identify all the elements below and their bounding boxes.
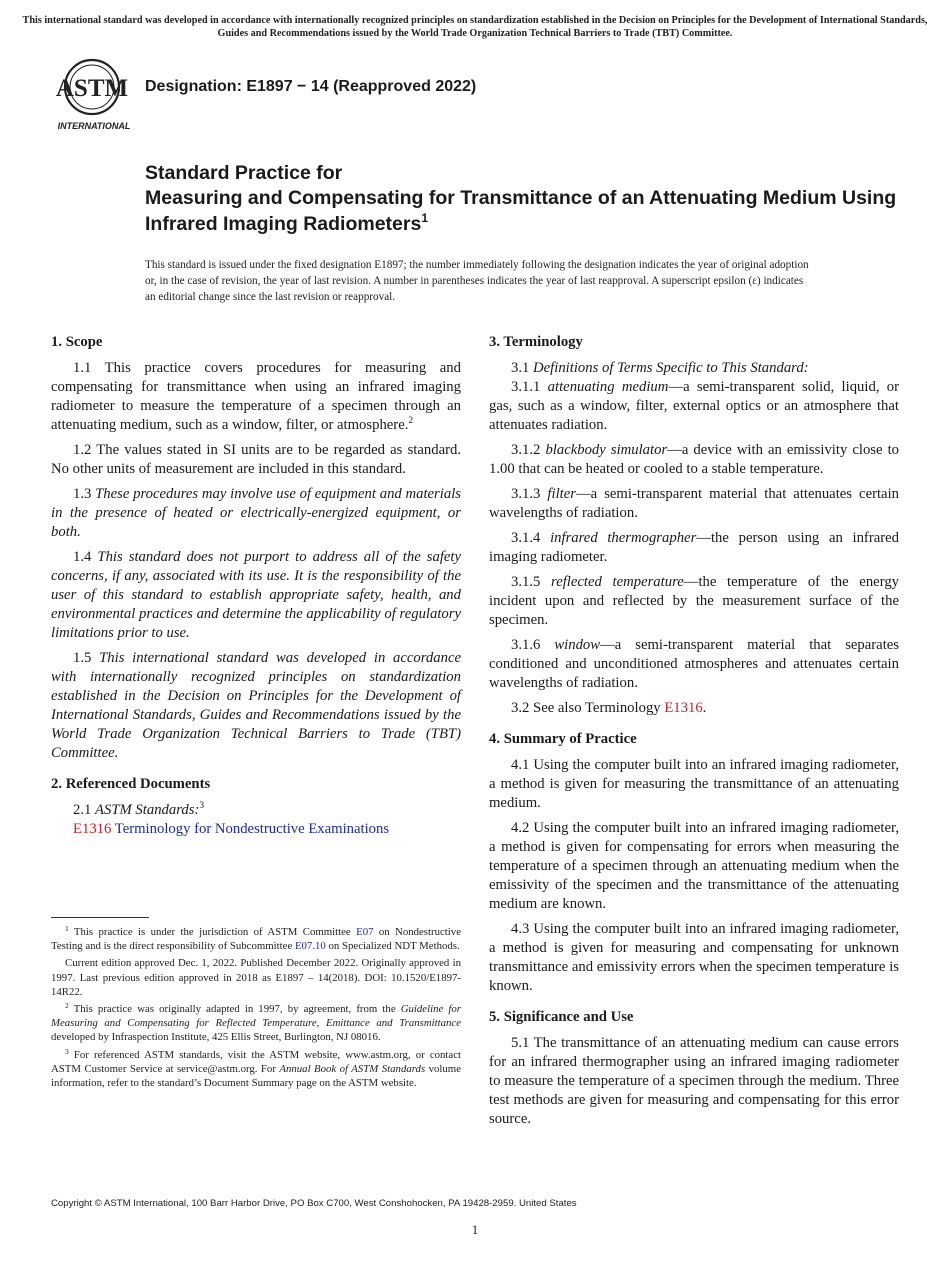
footnote-divider bbox=[51, 917, 149, 918]
footnote-edition: Current edition approved Dec. 1, 2022. Published December 2022. Originally approved in 1997. Last previous edition approved in 2018 as E1897 – 14(2018). DOI: 10.1520/E1897-14R22. bbox=[51, 957, 461, 998]
title-line-1: Standard Practice for bbox=[145, 162, 343, 184]
footnotes bbox=[51, 925, 461, 1093]
footnote-2: $^2$ This practice was originally adapted in 1997, by agreement, from the Guideline for Measuring and Compensating for Reflected Temperature, Emittance and Transmittance developed by Infraspection Institute, 425 Ellis Street, Burlington, NJ 08016. bbox=[51, 1001, 461, 1044]
astm-international-logo bbox=[52, 57, 134, 133]
section-heading-referenced-documents: 2. Referenced Documents bbox=[51, 776, 211, 792]
issued-under-statement: This standard is issued under the fixed designation E1897; the number immediately following the designation indicates the year of original adoption or, in the case of revision, the year of last revision. A number in parentheses indicates the year of last reapproval. A superscript epsilon (ε) indicates an editorial change since the last revision or reapproval. bbox=[145, 259, 809, 303]
term-3-1-2: 3.1.2 blackbody simulator—a device with an emissivity close to 1.00 that can be heated or cooled to a stable temperature. bbox=[489, 442, 900, 477]
section-heading-significance: 5. Significance and Use bbox=[489, 1009, 634, 1025]
para-1-5: 1.5 This international standard was developed in accordance with internationally recognized principles on standardization established in the Decision on Principles for the Development of International Standards, Guides and Recommendations issued by the World Trade Organization Technical Barriers to Trade (TBT) Committee. bbox=[51, 650, 462, 761]
copyright-notice: Copyright © ASTM International, 100 Barr Harbor Drive, PO Box C700, West Conshohocken, PA 19428-2959. United States bbox=[51, 1198, 577, 1209]
footnote-3: $^3$ For referenced ASTM standards, visit the ASTM website, www.astm.org, or contact ASTM Customer Service at service@astm.org. For Annual Book of ASTM Standards volume information, refer to the standard’s Document Summary page on the ASTM website. bbox=[51, 1046, 461, 1090]
ref-code-link[interactable]: E1316 bbox=[73, 821, 112, 837]
page-number: 1 bbox=[471, 1222, 479, 1237]
para-2-1: 2.1 ASTM Standards:$^3$ bbox=[73, 801, 205, 818]
para-4-1: 4.1 Using the computer built into an infrared imaging radiometer, a method is given for measuring the transmittance of an attenuating medium. bbox=[489, 757, 899, 811]
header-notice: This international standard was developed in accordance with internationally recognized principles on standardization established in the Decision on Principles for the Development of International Standards, Guides and Recommendations issued by the World Trade Organization Technical Barriers to Trade (TBT) Committee. bbox=[22, 15, 928, 39]
logo-letters: ASTM bbox=[55, 75, 129, 102]
title-line-2 bbox=[145, 185, 905, 237]
para-1-3: 1.3 These procedures may involve use of equipment and materials in the presence of heated or electrically-energized equipment, or both. bbox=[51, 486, 461, 540]
logo-text: INTERNATIONAL bbox=[57, 121, 131, 131]
para-1-4: 1.4 This standard does not purport to address all of the safety concerns, if any, associated with its use. It is the responsibility of the user of this standard to establish appropriate safety, health, and environmental practices and determine the applicability of regulatory limitations prior to use. bbox=[51, 549, 462, 641]
title-footnote-mark: 1 bbox=[421, 211, 429, 225]
title-main: Measuring and Compensating for Transmittance of an Attenuating Medium Using Infrared Imaging Radiometers bbox=[145, 187, 897, 235]
para-1-2: 1.2 The values stated in SI units are to be regarded as standard. No other units of measurement are included in this standard. bbox=[51, 442, 461, 477]
section-heading-summary: 4. Summary of Practice bbox=[489, 731, 637, 747]
para-5-1: 5.1 The transmittance of an attenuating medium can cause errors for an infrared thermographer using an infrared imaging radiometer to measure the temperature of a specimen through the medium. Three test methods are given for measuring and compensating for this error source. bbox=[489, 1035, 899, 1127]
ref-title-link[interactable]: Terminology for Nondestructive Examinations bbox=[114, 821, 390, 837]
right-column bbox=[489, 333, 899, 1135]
para-4-3: 4.3 Using the computer built into an infrared imaging radiometer, a method is given for measuring and compensating for unknown transmittance and emissivity errors when the specimen temperature is known. bbox=[489, 921, 899, 994]
committee-e07-link[interactable]: E07 bbox=[356, 926, 374, 938]
see-also-e1316-link[interactable]: E1316 bbox=[664, 700, 703, 716]
left-column bbox=[51, 333, 461, 845]
footnote-1: $^1$ This practice is under the jurisdiction of ASTM Committee E07 on Nondestructive Testing and is the direct responsibility of Subcommittee E07.10 on Specialized NDT Methods. bbox=[51, 924, 461, 953]
footnote-ref-2: 2 bbox=[408, 416, 414, 426]
designation: Designation: E1897 − 14 (Reapproved 2022) bbox=[145, 78, 477, 95]
term-3-1-1: 3.1.1 attenuating medium—a semi-transparent solid, liquid, or gas, such as a window, filter, external optics or an atmosphere that attenuates radiation. bbox=[489, 379, 900, 433]
para-4-2: 4.2 Using the computer built into an infrared imaging radiometer, a method is given for compensating for errors when measuring the temperature of a specimen through an attenuating medium when the emissivity of the specimen and the transmittance of the attenuating medium are known. bbox=[489, 820, 899, 912]
footnote-ref-3: 3 bbox=[199, 801, 205, 811]
term-3-1-5: 3.1.5 reflected temperature—the temperature of the energy incident upon and reflected by the measurement surface of the specimen. bbox=[489, 574, 900, 628]
section-heading-terminology: 3. Terminology bbox=[489, 334, 583, 350]
term-3-1-6: 3.1.6 window—a semi-transparent material that separates conditioned and unconditioned atmospheres and attenuates certain wavelengths of radiation. bbox=[489, 637, 900, 691]
document-title bbox=[145, 161, 905, 237]
para-3-1: 3.1 Definitions of Terms Specific to This Standard: bbox=[511, 360, 809, 376]
reference-e1316[interactable] bbox=[51, 820, 461, 839]
para-1-1: 1.1 This practice covers procedures for measuring and compensating for transmittance when using an infrared imaging radiometer to measure the temperature of a specimen through an attenuating medium, such as a window, filter, or atmosphere.$^2$ bbox=[51, 360, 461, 433]
term-3-1-4: 3.1.4 infrared thermographer—the person using an infrared imaging radiometer. bbox=[489, 530, 899, 565]
subcommittee-e07-10-link[interactable]: E07.10 bbox=[294, 940, 326, 953]
para-3-2: 3.2 See also Terminology E1316. bbox=[511, 700, 707, 716]
section-heading-scope: 1. Scope bbox=[51, 334, 103, 350]
term-3-1-3: 3.1.3 filter—a semi-transparent material that attenuates certain wavelengths of radiation. bbox=[489, 486, 899, 521]
